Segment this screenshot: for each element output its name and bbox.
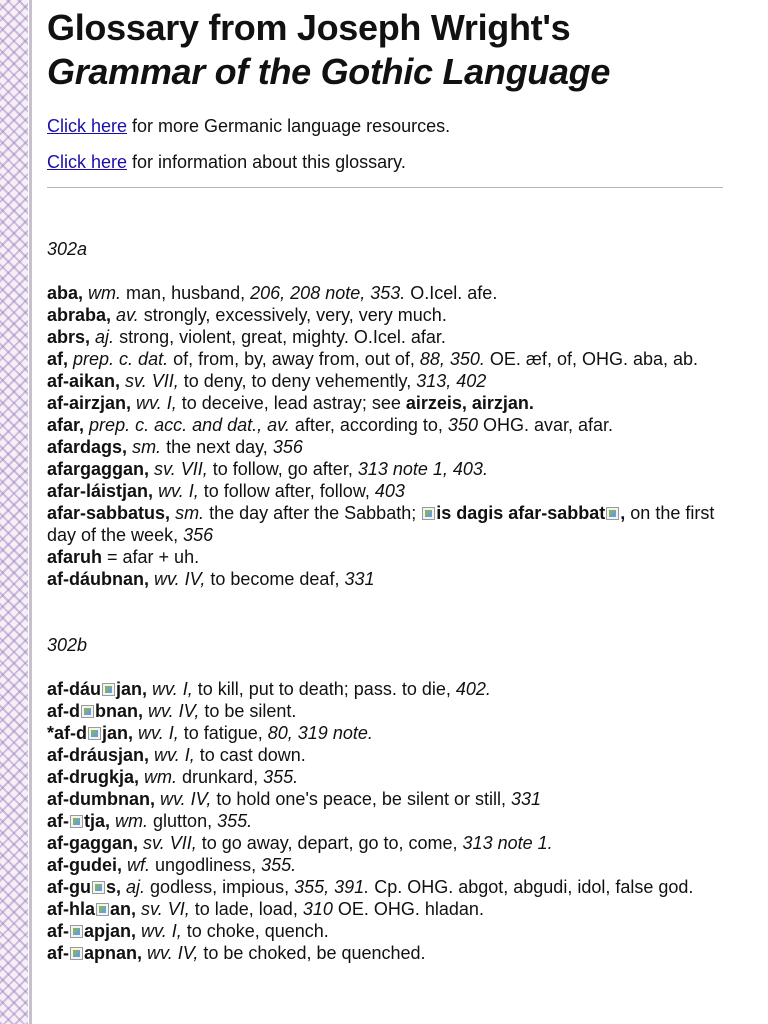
info-line <box>47 151 747 173</box>
grammar-text: 402. <box>455 679 491 699</box>
definition-text: ungodliness, <box>150 855 262 875</box>
headword-text: af-dumbnan, <box>47 789 155 809</box>
definition-text: drunkard, <box>177 767 264 787</box>
headword-text: aba, <box>47 283 84 303</box>
glossary-entry <box>47 920 747 942</box>
divider <box>47 187 723 188</box>
broken-image-icon <box>70 947 83 960</box>
grammar-text: wm. <box>88 283 122 303</box>
headword-text: tja, <box>84 811 111 831</box>
definition-text: the day after the Sabbath; <box>204 503 422 523</box>
broken-image-icon <box>606 507 619 520</box>
grammar-text: 355. <box>217 811 253 831</box>
headword-text: bnan, <box>95 701 143 721</box>
grammar-text: 313, 402 <box>416 371 487 391</box>
section-label-302a: 302a <box>47 239 88 259</box>
page-title <box>47 6 747 94</box>
headword-text: af-gaggan, <box>47 833 139 853</box>
headword-text: an, <box>110 899 137 919</box>
headword-text: af-gu <box>47 877 91 897</box>
grammar-text: wm. <box>144 767 178 787</box>
headword-text: af-aikan, <box>47 371 121 391</box>
definition-text: glutton, <box>148 811 218 831</box>
headword-text: afar-láistjan, <box>47 481 154 501</box>
headword-text: abrs, <box>47 327 91 347</box>
grammar-text: wv. I, <box>158 481 199 501</box>
grammar-text: 331 <box>510 789 542 809</box>
definition-text: of, from, by, away from, out of, <box>168 349 420 369</box>
broken-image-icon <box>70 925 83 938</box>
headword-text: is dagis afar-sabbat <box>436 503 606 523</box>
grammar-text: sv. VII, <box>125 371 179 391</box>
definition-text: to follow after, follow, <box>198 481 375 501</box>
definition-text: OE. æf, of, OHG. aba, ab. <box>484 349 699 369</box>
broken-image-icon <box>70 815 83 828</box>
grammar-text: av. <box>116 305 139 325</box>
glossary-entry <box>47 788 747 810</box>
resources-line <box>47 115 747 137</box>
grammar-text: prep. c. dat. <box>73 349 169 369</box>
headword-text: apjan, <box>84 921 137 941</box>
grammar-text: 350 <box>447 415 478 435</box>
grammar-text: 355. <box>261 855 297 875</box>
definition-text: after, according to, <box>289 415 448 435</box>
grammar-text: wv. IV, <box>148 701 200 721</box>
broken-image-icon <box>422 507 435 520</box>
grammar-text: 310 <box>302 899 333 919</box>
glossary-entry <box>47 854 747 876</box>
grammar-text: wv. IV, <box>160 789 212 809</box>
grammar-text: wv. I, <box>136 393 177 413</box>
definition-text: = afar + uh. <box>102 547 200 567</box>
definition-text: strong, violent, great, mighty. O.Icel. afar. <box>114 327 446 347</box>
headword-text: afardags, <box>47 437 128 457</box>
glossary-entry <box>47 546 747 568</box>
headword-text: afar-sabbatus, <box>47 503 171 523</box>
definition-text: OHG. avar, afar. <box>477 415 614 435</box>
glossary-entry <box>47 326 747 348</box>
grammar-text: wv. I, <box>154 745 195 765</box>
definition-text: to hold one's peace, be silent or still, <box>211 789 511 809</box>
headword-text: af, <box>47 349 69 369</box>
definition-text: strongly, excessively, very, very much. <box>138 305 447 325</box>
definition-text: to be choked, be quenched. <box>198 943 426 963</box>
grammar-text: sv. VII, <box>143 833 197 853</box>
headword-text: af-dáu <box>47 679 101 699</box>
definition-text: man, husband, <box>121 283 251 303</box>
broken-image-icon <box>96 903 109 916</box>
grammar-text: prep. c. acc. and dat., av. <box>89 415 290 435</box>
grammar-text: wv. I, <box>141 921 182 941</box>
decorative-border <box>0 0 28 1024</box>
grammar-text: sm. <box>175 503 205 523</box>
broken-image-icon <box>88 727 101 740</box>
definition-text: Cp. OHG. abgot, abgudi, idol, false god. <box>369 877 694 897</box>
headword-text: afaruh <box>47 547 103 567</box>
grammar-text: 331 <box>344 569 375 589</box>
definition-text: to lade, load, <box>189 899 303 919</box>
glossary-entry <box>47 568 747 590</box>
headword-text: af-drugkja, <box>47 767 140 787</box>
broken-image-icon <box>102 683 115 696</box>
headword-text: *af-d <box>47 723 87 743</box>
glossary-entry <box>47 370 747 392</box>
glossary-entry <box>47 282 747 304</box>
headword-text: apnan, <box>84 943 143 963</box>
glossary-info-link[interactable]: Click here <box>47 152 128 172</box>
headword-text: afar, <box>47 415 85 435</box>
grammar-text: wv. IV, <box>154 569 206 589</box>
headword-text: af-dáubnan, <box>47 569 149 589</box>
glossary-entry <box>47 942 747 964</box>
headword-text: af- <box>47 921 69 941</box>
grammar-text: 356 <box>183 525 214 545</box>
glossary-entry <box>47 832 747 854</box>
title-line-2: Grammar of the Gothic Language <box>47 51 611 92</box>
glossary-entry <box>47 766 747 788</box>
headword-text: afargaggan, <box>47 459 150 479</box>
entries-302a <box>47 282 747 590</box>
grammar-text: aj. <box>126 877 146 897</box>
definition-text: to deceive, lead astray; see <box>176 393 406 413</box>
definition-text: to follow, go after, <box>207 459 358 479</box>
definition-text: to become deaf, <box>205 569 345 589</box>
definition-text: to choke, quench. <box>181 921 329 941</box>
definition-text: O.Icel. afe. <box>405 283 498 303</box>
grammar-text: 313 note 1, 403. <box>357 459 488 479</box>
definition-text: on the first day of the week, <box>47 503 715 545</box>
headword-text: , <box>620 503 626 523</box>
glossary-entry <box>47 678 747 700</box>
headword-text: jan, <box>116 679 148 699</box>
definition-text: the next day, <box>161 437 273 457</box>
headword-text: abraba, <box>47 305 112 325</box>
definition-text: to go away, depart, go to, come, <box>196 833 463 853</box>
glossary-entry <box>47 348 747 370</box>
glossary-entry <box>47 744 747 766</box>
grammar-text: wv. I, <box>152 679 193 699</box>
definition-text: to be silent. <box>199 701 297 721</box>
entries-302b <box>47 678 747 964</box>
definition-text: godless, impious, <box>145 877 295 897</box>
grammar-text: 403 <box>374 481 405 501</box>
broken-image-icon <box>81 705 94 718</box>
glossary-entry <box>47 480 747 502</box>
headword-text: airzeis, airzjan. <box>405 393 534 413</box>
grammar-text: wf. <box>127 855 151 875</box>
headword-text: jan, <box>102 723 134 743</box>
headword-text: af- <box>47 811 69 831</box>
grammar-text: 313 note 1. <box>462 833 553 853</box>
headword-text: af-dráusjan, <box>47 745 150 765</box>
glossary-entry <box>47 722 747 744</box>
resources-text: for more Germanic language resources. <box>127 116 451 136</box>
grammar-text: 355, 391. <box>294 877 370 897</box>
headword-text: af-gudei, <box>47 855 122 875</box>
headword-text: af- <box>47 943 69 963</box>
grammar-text: wv. IV, <box>147 943 199 963</box>
glossary-entry <box>47 502 747 546</box>
glossary-entry <box>47 700 747 722</box>
grammar-text: 356 <box>272 437 303 457</box>
glossary-entry <box>47 436 747 458</box>
definition-text: to fatigue, <box>178 723 268 743</box>
headword-text: af-airzjan, <box>47 393 132 413</box>
section-label-302b: 302b <box>47 635 88 655</box>
title-line-1: Glossary from Joseph Wright's <box>47 7 571 48</box>
headword-text: af-hla <box>47 899 96 919</box>
grammar-text: aj. <box>95 327 115 347</box>
definition-text: OE. OHG. hladan. <box>332 899 484 919</box>
definition-text: to deny, to deny vehemently, <box>178 371 417 391</box>
grammar-text: wm. <box>115 811 149 831</box>
definition-text: to cast down. <box>194 745 306 765</box>
glossary-entry <box>47 304 747 326</box>
grammar-text: sv. VI, <box>141 899 190 919</box>
headword-text: af-d <box>47 701 80 721</box>
grammar-text: 88, 350. <box>419 349 485 369</box>
glossary-entry <box>47 392 747 414</box>
grammar-text: sv. VII, <box>154 459 208 479</box>
grammar-text: 80, 319 note. <box>267 723 373 743</box>
broken-image-icon <box>92 881 105 894</box>
page-content <box>47 6 747 964</box>
info-text: for information about this glossary. <box>127 152 406 172</box>
glossary-entry <box>47 458 747 480</box>
definition-text: to kill, put to death; pass. to die, <box>192 679 456 699</box>
grammar-text: 355. <box>263 767 299 787</box>
glossary-entry <box>47 876 747 898</box>
grammar-text: wv. I, <box>138 723 179 743</box>
glossary-entry <box>47 414 747 436</box>
headword-text: s, <box>106 877 122 897</box>
grammar-text: sm. <box>132 437 162 457</box>
glossary-entry <box>47 898 747 920</box>
grammar-text: 206, 208 note, 353. <box>250 283 406 303</box>
resources-link[interactable]: Click here <box>47 116 128 136</box>
glossary-entry <box>47 810 747 832</box>
